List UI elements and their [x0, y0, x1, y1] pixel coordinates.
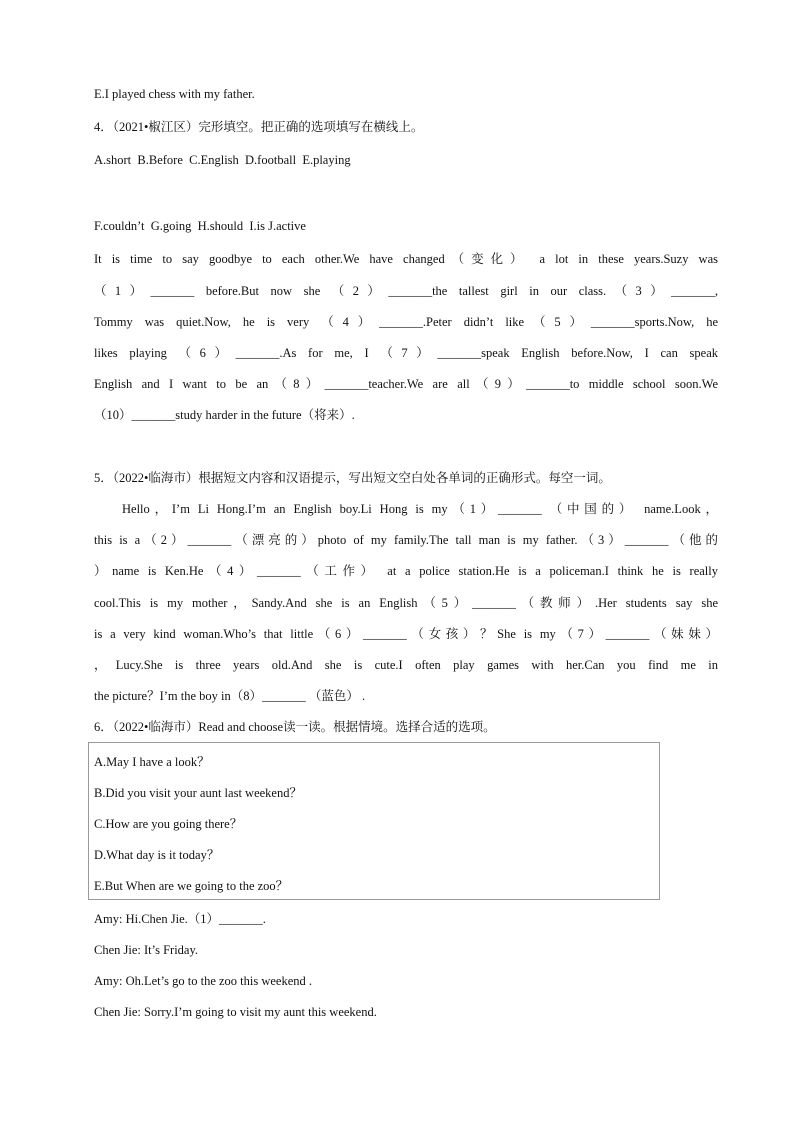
q5-passage-line: this is a（2）_______（漂亮的）photo of my family.The tall man is my father.（3）_______（他的 — [94, 533, 718, 547]
q6-choices-box — [88, 742, 660, 900]
q6-dialogue-line: Chen Jie: It’s Friday. — [94, 943, 199, 957]
q6-dialogue-line: Amy: Hi.Chen Jie.（1）_______. — [94, 912, 266, 926]
q5-passage-line: Hello，I’m Li Hong.I’m an English boy.Li Hong is my（1）_______ （中国的） name.Look， — [122, 502, 718, 516]
q5-passage-line: ）name is Ken.He（4）_______（工作） at a police station.He is a policeman.I think he is really — [94, 564, 718, 578]
q5-heading: 5．（2022•临海市）根据短文内容和汉语提示，写出短文空白处各单词的正确形式。每空一词。 — [94, 471, 611, 485]
q5-passage-line: ，Lucy.She is three years old.And she is cute.I often play games with her.Can you find me in — [94, 658, 718, 672]
q6-dialogue-line: Amy: Oh.Let’s go to the zoo this weekend . — [94, 974, 313, 988]
q4-options-row-1: A.short B.Before C.English D.football E.playing — [94, 153, 351, 167]
q3-option-e: E.I played chess with my father. — [94, 87, 255, 101]
q4-passage-line: likes playing （6）_______.As for me, I （7）_______speak English before.Now, I can speak — [94, 346, 718, 360]
q5-passage-line: cool.This is my mother，Sandy.And she is an English（5）_______（教师）.Her students say she — [94, 596, 718, 610]
q4-passage-line: （1）_______ before.But now she （2）_______the tallest girl in our class.（3）_______, — [94, 284, 718, 298]
q6-choice: D.What day is it today？ — [94, 848, 220, 862]
q6-choice: E.But When are we going to the zoo？ — [94, 879, 289, 893]
q4-passage-line: It is time to say goodbye to each other.We have changed（变化） a lot in these years.Suzy was — [94, 252, 718, 266]
q4-options-row-2: F.couldn’t G.going H.should I.is J.active — [94, 219, 306, 233]
q5-passage-line: is a very kind woman.Who’s that little（6）_______（女孩）？She is my（7）_______（妹妹） — [94, 627, 718, 641]
q6-choice: A.May I have a look？ — [94, 755, 210, 769]
q4-passage-line: （10）_______study harder in the future（将来）. — [94, 408, 355, 422]
q4-passage-line: Tommy was quiet.Now, he is very （4）_______.Peter didn’t like（5）_______sports.Now, he — [94, 315, 718, 329]
q6-heading: 6．（2022•临海市）Read and choose读一读。根据情境。选择合适的选项。 — [94, 720, 496, 734]
q4-heading: 4．（2021•椒江区）完形填空。把正确的选项填写在横线上。 — [94, 120, 424, 134]
q4-passage-line: English and I want to be an（8）_______teacher.We are all（9）_______to middle school soon.We — [94, 377, 718, 391]
q6-choice: B.Did you visit your aunt last weekend？ — [94, 786, 302, 800]
q6-choice: C.How are you going there？ — [94, 817, 243, 831]
q5-passage-line: the picture？I’m the boy in（8）_______ （蓝色） . — [94, 689, 366, 703]
q6-dialogue-line: Chen Jie: Sorry.I’m going to visit my aunt this weekend. — [94, 1005, 377, 1019]
